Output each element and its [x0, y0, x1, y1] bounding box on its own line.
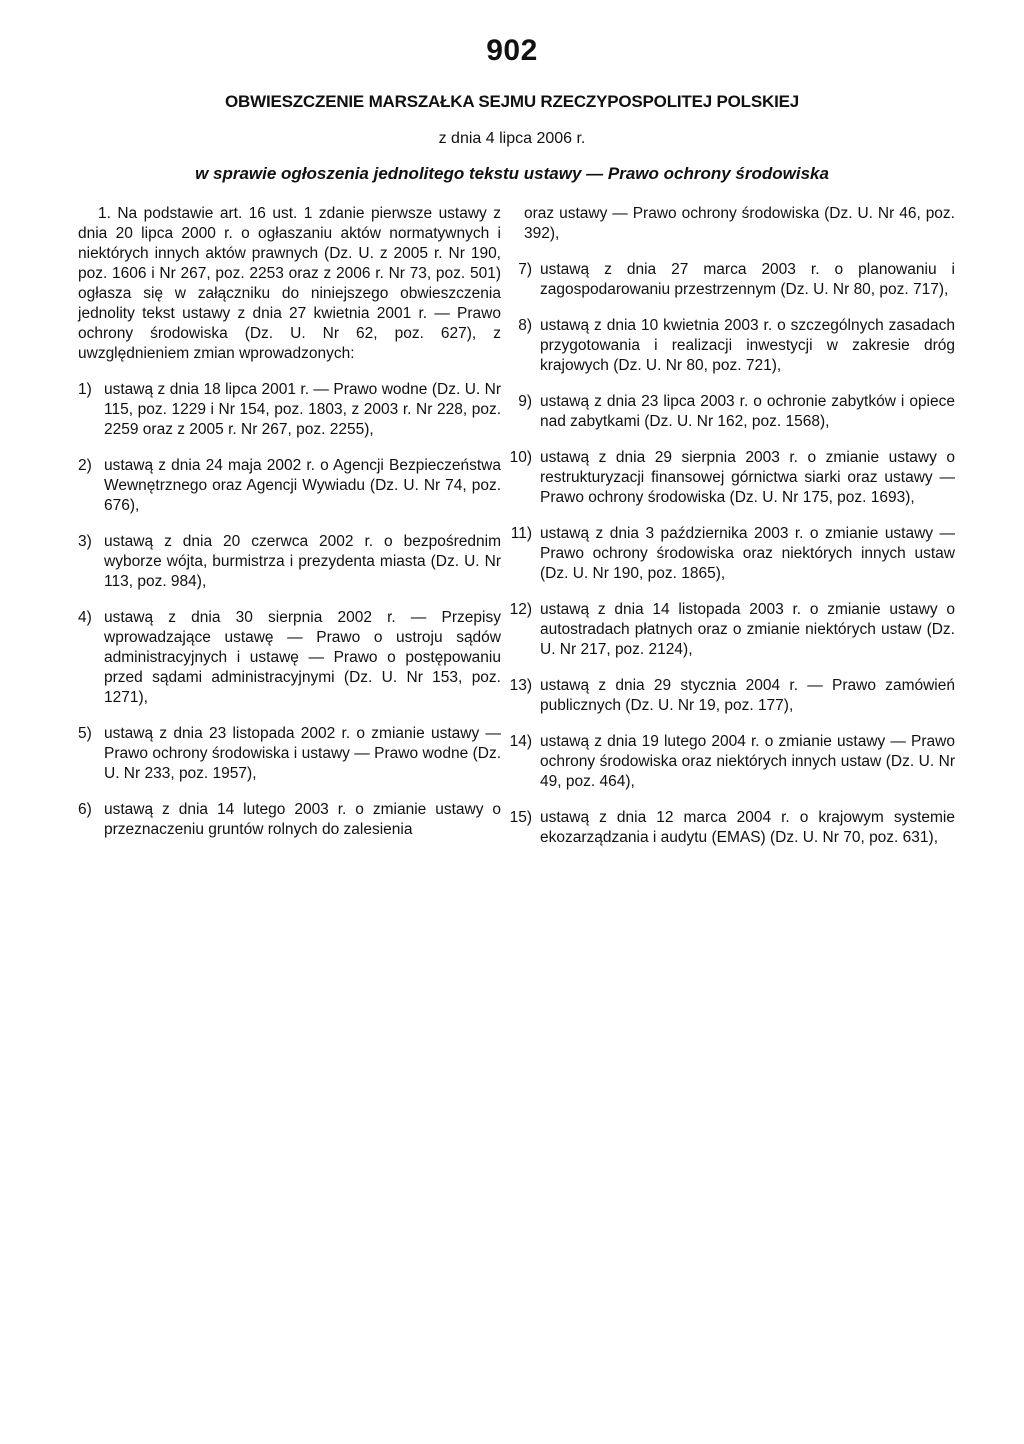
amendment-item [509, 808, 955, 848]
right-column [509, 204, 955, 864]
amendment-item [78, 380, 501, 440]
amendment-text: ustawą z dnia 10 kwietnia 2003 r. o szczególnych zasadach przygotowania i realizacji inwestycji w zakresie dróg krajowych (Dz. U. Nr 80, poz. 721), [540, 317, 955, 374]
amendment-item [518, 316, 955, 376]
intro-paragraph: 1. Na podstawie art. 16 ust. 1 zdanie pierwsze ustawy z dnia 20 lipca 2000 r. o ogłaszaniu aktów normatywnych i niektórych innych aktów prawnych (Dz. U. z 2005 r. Nr 190, poz. 1606 i Nr 267, poz. 2253 oraz z 2006 r. Nr 73, poz. 501) ogłasza się w załączniku do niniejszego obwieszczenia jednolity tekst ustawy z dnia 27 kwietnia 2001 r. — Prawo ochrony środowiska (Dz. U. Nr 62, poz. 627), z uwzględnieniem zmian wprowadzonych: [78, 205, 501, 362]
amendment-item [78, 724, 501, 784]
amendment-item [509, 732, 955, 792]
amendment-text: ustawą z dnia 23 listopada 2002 r. o zmianie ustawy — Prawo ochrony środowiska i ustawy — Prawo wodne (Dz. U. Nr 233, poz. 1957), [104, 725, 501, 782]
amendment-item [78, 532, 501, 592]
amendment-number: 9) [518, 393, 532, 410]
amendment-number: 10) [509, 449, 532, 466]
amendment-number: 4) [78, 609, 92, 626]
amendment-text: ustawą z dnia 29 stycznia 2004 r. — Prawo zamówień publicznych (Dz. U. Nr 19, poz. 177), [540, 677, 955, 714]
amendment-text: ustawą z dnia 19 lutego 2004 r. o zmianie ustawy — Prawo ochrony środowiska oraz niektórych innych ustaw (Dz. U. Nr 49, poz. 464), [540, 733, 955, 790]
amendment-number: 11) [510, 525, 532, 542]
amendment-text: ustawą z dnia 3 października 2003 r. o zmianie ustawy — Prawo ochrony środowiska oraz niektórych innych ustaw (Dz. U. Nr 190, poz. 1865), [540, 525, 955, 582]
continuation-text: oraz ustawy — Prawo ochrony środowiska (Dz. U. Nr 46, poz. 392), [524, 205, 955, 242]
amendment-text: ustawą z dnia 29 sierpnia 2003 r. o zmianie ustawy o restrukturyzacji finansowej górnictwa siarki oraz ustawy — Prawo ochrony środowiska (Dz. U. Nr 175, poz. 1693), [540, 449, 955, 506]
amendment-item [518, 392, 955, 432]
amendment-number: 14) [509, 733, 532, 750]
amendment-item [78, 456, 501, 516]
amendment-text: ustawą z dnia 20 czerwca 2002 r. o bezpośrednim wyborze wójta, burmistrza i prezydenta miasta (Dz. U. Nr 113, poz. 984), [104, 533, 501, 590]
amendment-text: ustawą z dnia 12 marca 2004 r. o krajowym systemie ekozarządzania i audytu (EMAS) (Dz. U. Nr 70, poz. 631), [540, 809, 955, 846]
amendment-item [509, 676, 955, 716]
amendment-text: ustawą z dnia 23 lipca 2003 r. o ochronie zabytków i opiece nad zabytkami (Dz. U. Nr 162, poz. 1568), [540, 393, 955, 430]
amendment-text: ustawą z dnia 14 listopada 2003 r. o zmianie ustawy o autostradach płatnych oraz o zmianie niektórych ustaw (Dz. U. Nr 217, poz. 2124), [540, 601, 955, 658]
amendment-number: 2) [78, 457, 92, 474]
amendment-number: 7) [518, 261, 532, 278]
amendment-item [78, 800, 501, 840]
amendment-item [78, 608, 501, 708]
amendment-text: ustawą z dnia 27 marca 2003 r. o planowaniu i zagospodarowaniu przestrzennym (Dz. U. Nr 80, poz. 717), [540, 261, 955, 298]
amendment-text: ustawą z dnia 14 lutego 2003 r. o zmianie ustawy o przeznaczeniu gruntów rolnych do zalesienia [104, 801, 501, 838]
amendment-text: ustawą z dnia 18 lipca 2001 r. — Prawo wodne (Dz. U. Nr 115, poz. 1229 i Nr 154, poz. 1803, z 2003 r. Nr 228, poz. 2259 oraz z 2005 r. Nr 267, poz. 2255), [104, 381, 501, 438]
amendment-number: 12) [509, 601, 532, 618]
amendment-number: 1) [78, 381, 92, 398]
amendment-number: 6) [78, 801, 92, 818]
amendment-item [518, 260, 955, 300]
amendment-item [510, 524, 955, 584]
left-column [78, 204, 501, 856]
amendment-item [509, 600, 955, 660]
document-title: OBWIESZCZENIE MARSZAŁKA SEJMU RZECZYPOSPOLITEJ POLSKIEJ [225, 92, 799, 111]
amendment-text: ustawą z dnia 24 maja 2002 r. o Agencji Bezpieczeństwa Wewnętrznego oraz Agencji Wywiadu (Dz. U. Nr 74, poz. 676), [104, 457, 501, 514]
amendment-item [509, 448, 955, 508]
amendment-number: 15) [509, 809, 532, 826]
page-number: 902 [486, 34, 538, 67]
amendment-number: 3) [78, 533, 92, 550]
amendment-number: 8) [518, 317, 532, 334]
document-subject: w sprawie ogłoszenia jednolitego tekstu ustawy — Prawo ochrony środowiska [195, 164, 829, 183]
amendment-number: 5) [78, 725, 92, 742]
document-date: z dnia 4 lipca 2006 r. [438, 130, 586, 147]
amendment-text: ustawą z dnia 30 sierpnia 2002 r. — Przepisy wprowadzające ustawę — Prawo o ustroju sądów administracyjnych i ustawę — Prawo o postępowaniu przed sądami administracyjnymi (Dz. U. Nr 153, poz. 1271), [104, 609, 501, 706]
amendment-number: 13) [509, 677, 532, 694]
